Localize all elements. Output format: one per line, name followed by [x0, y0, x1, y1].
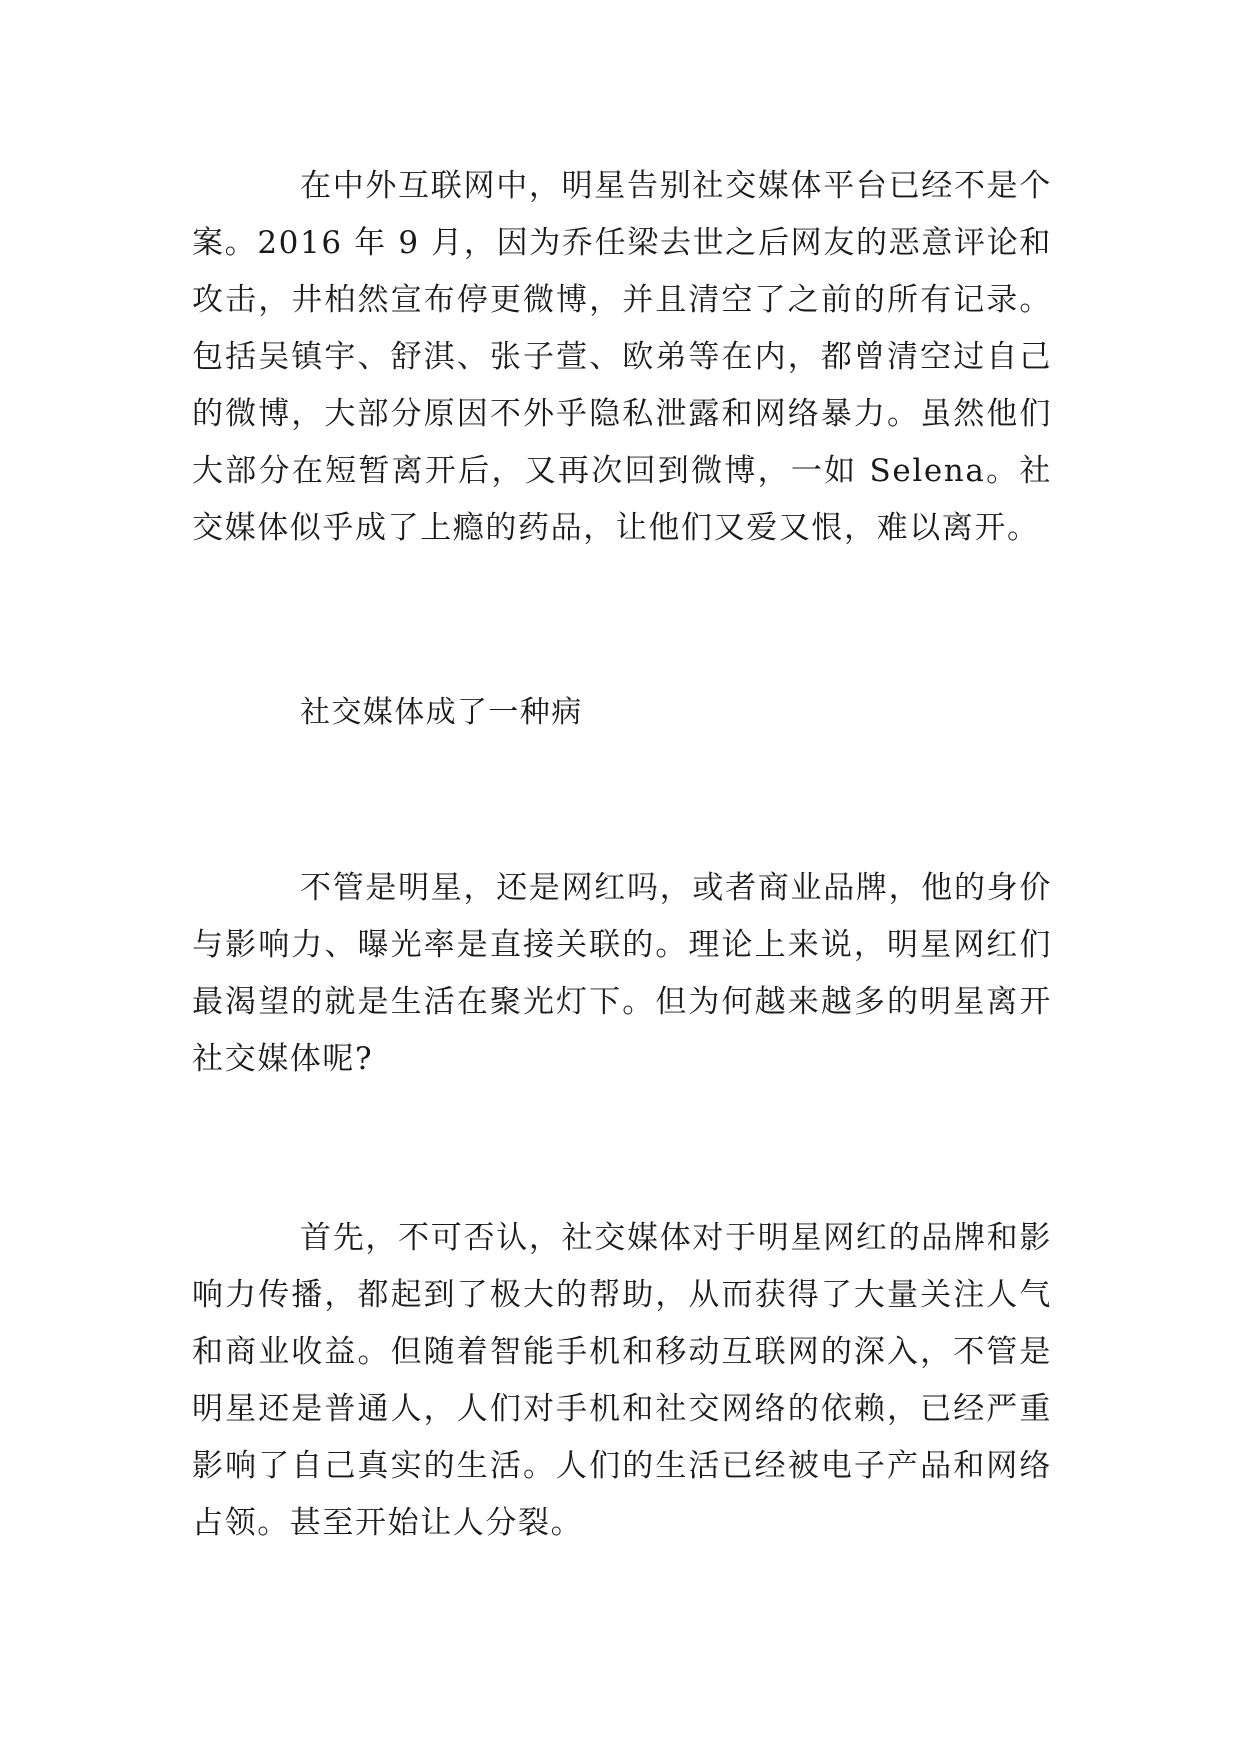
section-heading: 社交媒体成了一种病: [300, 695, 583, 730]
body-paragraph: 不管是明星，还是网红吗，或者商业品牌，他的身价与影响力、曝光率是直接关联的。理论上来说，明星网红们最渴望的就是生活在聚光灯下。但为何越来越多的明星离开社交媒体呢?: [192, 870, 1052, 1077]
body-paragraph: 首先，不可否认，社交媒体对于明星网红的品牌和影响力传播，都起到了极大的帮助，从而获得了大量关注人气和商业收益。但随着智能手机和移动互联网的深入，不管是明星还是普通人，人们对手机和社交网络的依赖，已经严重影响了自己真实的生活。人们的生活已经被电子产品和网络占领。甚至开始让人分裂。: [192, 1220, 1052, 1541]
body-paragraph: 在中外互联网中，明星告别社交媒体平台已经不是个案。2016 年 9 月，因为乔任梁去世之后网友的恶意评论和攻击，井柏然宣布停更微博，并且清空了之前的所有记录。包括吴镇宇、舒淇、张子萱、欧弟等在内，都曾清空过自己的微博，大部分原因不外乎隐私泄露和网络暴力。虽然他们大部分在短暂离开后，又再次回到微博，一如 Selena。社交媒体似乎成了上瘾的药品，让他们又爱又恨，难以离开。: [192, 168, 1052, 546]
